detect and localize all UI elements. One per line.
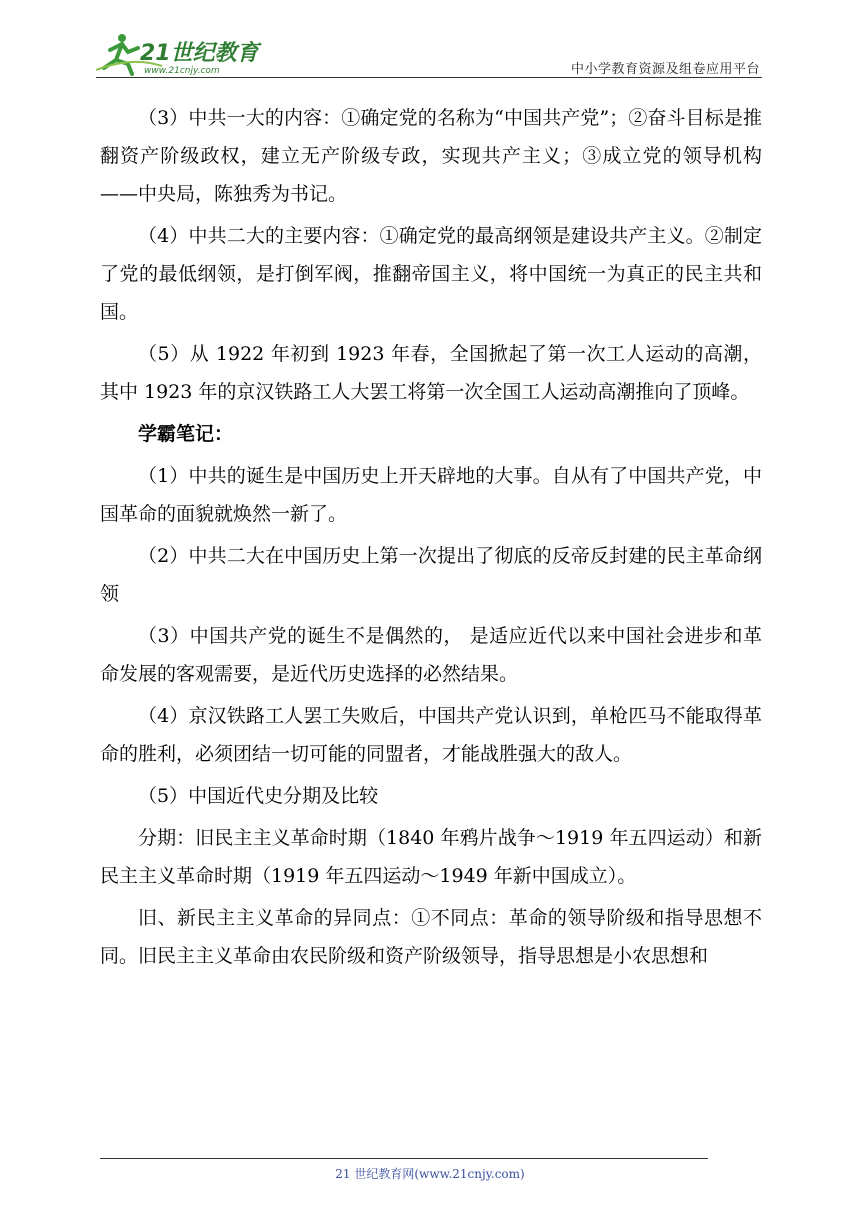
note-2: （2）中共二大在中国历史上第一次提出了彻底的反帝反封建的民主革命纲领 — [100, 545, 762, 605]
note-5: （5）中国近代史分期及比较 — [138, 785, 379, 807]
paragraph-5: （5）从 1922 年初到 1923 年春，全国掀起了第一次工人运动的高潮，其中 1923 年的京汉铁路工人大罢工将第一次全国工人运动高潮推向了顶峰。 — [100, 343, 762, 403]
svg-text:21世纪教育: 21世纪教育 — [140, 41, 259, 66]
note-6: 分期：旧民主主义革命时期（1840 年鸦片战争～1919 年五四运动）和新民主主义革命时期（1919 年五四运动～1949 年新中国成立）。 — [100, 827, 762, 887]
document-body — [100, 99, 762, 975]
logo-21cnjy-icon — [92, 30, 262, 80]
header-divider — [96, 77, 762, 78]
svg-text:www.21cnjy.com: www.21cnjy.com — [144, 66, 220, 76]
footer-link[interactable]: 21 世纪教育网(www.21cnjy.com) — [335, 1167, 525, 1181]
footer-divider — [100, 1158, 708, 1159]
note-1: （1）中共的诞生是中国历史上开天辟地的大事。自从有了中国共产党，中国革命的面貌就焕然一新了。 — [100, 465, 762, 525]
note-4: （4）京汉铁路工人罢工失败后，中国共产党认识到，单枪匹马不能取得革命的胜利，必须团结一切可能的同盟者，才能战胜强大的敌人。 — [100, 705, 762, 765]
note-3: （3）中国共产党的诞生不是偶然的， 是适应近代以来中国社会进步和革命发展的客观需要，是近代历史选择的必然结果。 — [100, 625, 762, 685]
notes-title: 学霸笔记： — [138, 423, 234, 445]
page-header — [0, 0, 860, 80]
paragraph-4: （4）中共二大的主要内容：①确定党的最高纲领是建设共产主义。②制定了党的最低纲领，是打倒军阀，推翻帝国主义，将中国统一为真正的民主共和国。 — [100, 225, 762, 323]
paragraph-3: （3）中共一大的内容：①确定党的名称为“中国共产党”；②奋斗目标是推翻资产阶级政权，建立无产阶级专政，实现共产主义；③成立党的领导机构——中央局，陈独秀为书记。 — [100, 107, 762, 205]
note-7: 旧、新民主主义革命的异同点：①不同点：革命的领导阶级和指导思想不同。旧民主主义革命由农民阶级和资产阶级领导，指导思想是小农思想和 — [100, 907, 762, 967]
header-platform-text: 中小学教育资源及组卷应用平台 — [570, 62, 760, 77]
